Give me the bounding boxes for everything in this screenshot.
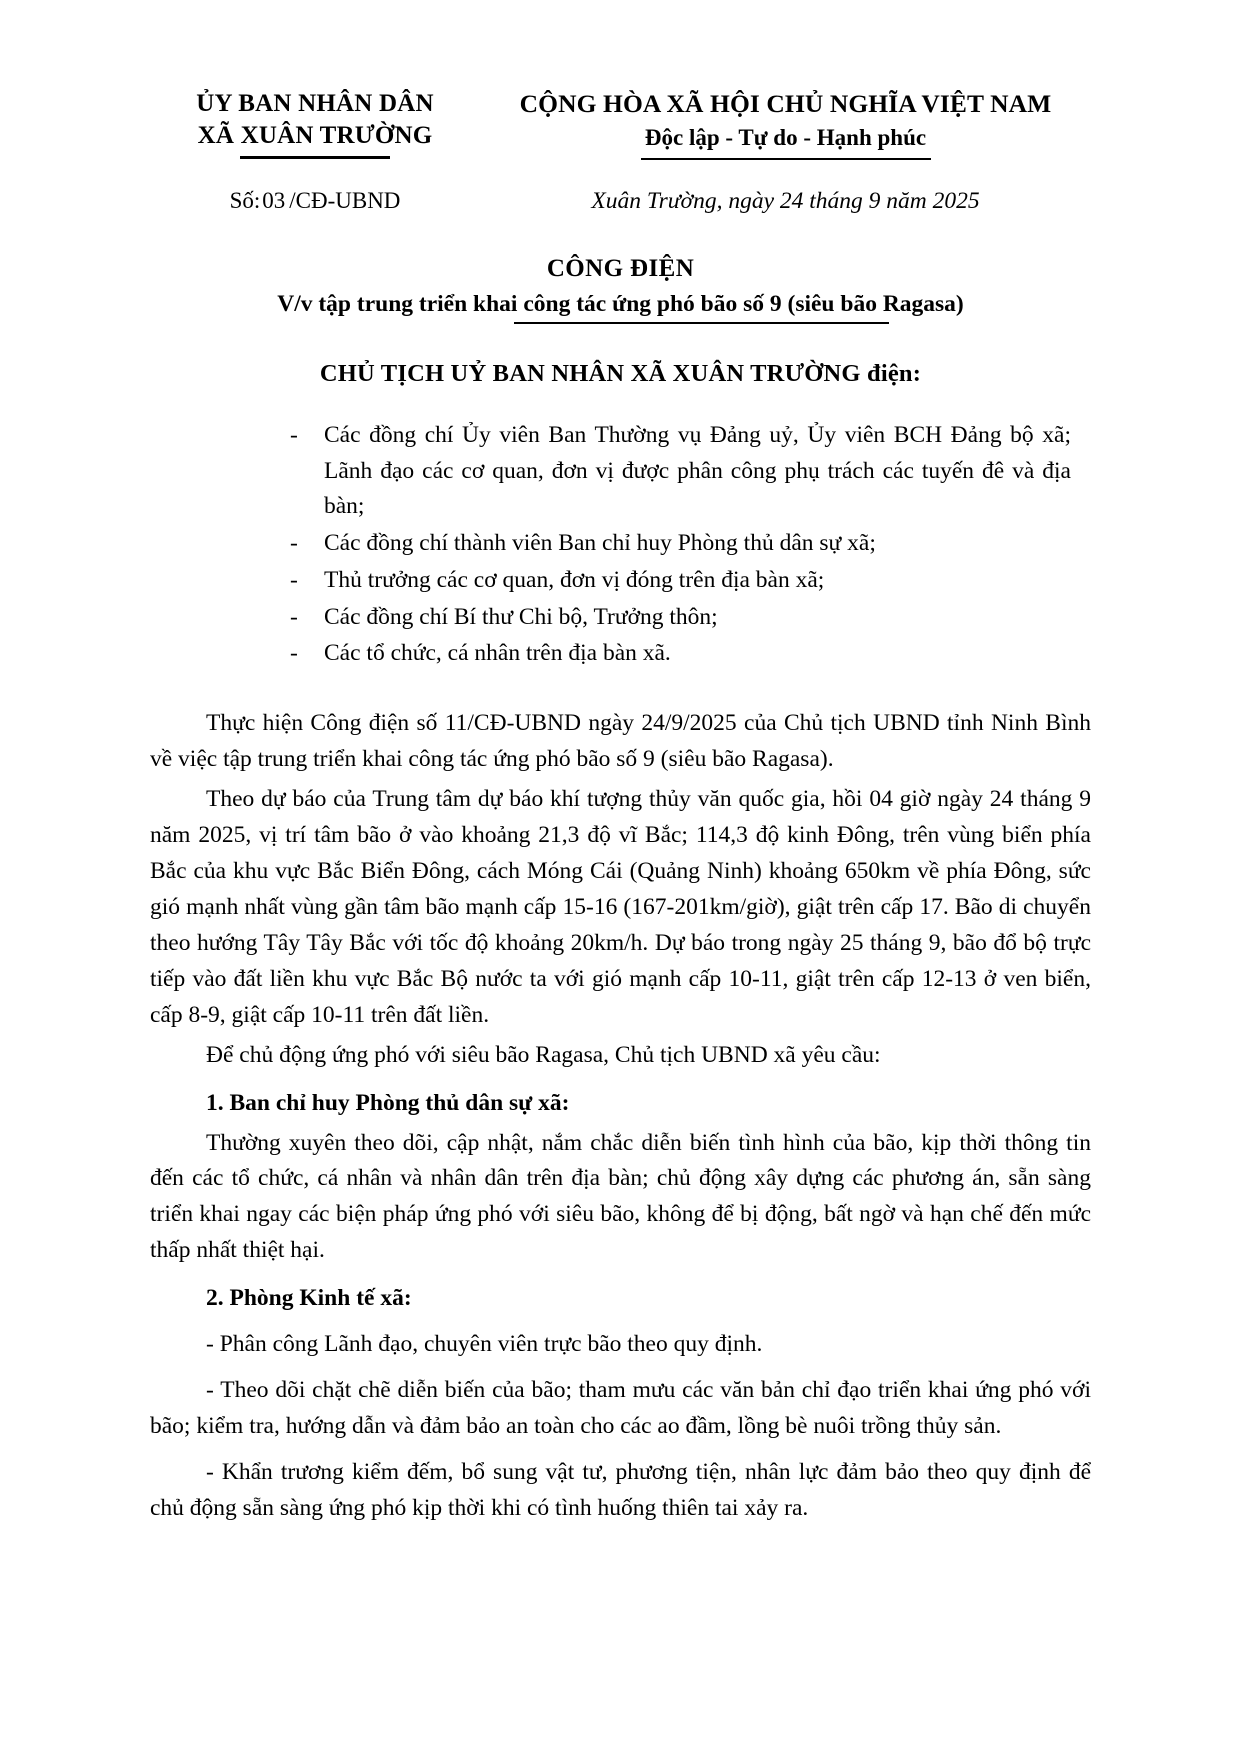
document-body [150, 706, 1091, 1527]
section-heading-2: 2. Phòng Kinh tế xã: [206, 1285, 412, 1312]
recipient-list [150, 418, 1091, 672]
country-name: CỘNG HÒA XÃ HỘI CHỦ NGHĨA VIỆT NAM [519, 89, 1052, 118]
document-number-label: Số: [229, 188, 261, 213]
document-number-block [150, 188, 480, 214]
list-item [290, 563, 1071, 599]
list-bullet-dash: - [290, 422, 298, 448]
body-paragraph-1: Thực hiện Công điện số 11/CĐ-UBND ngày 24/9/2025 của Chủ tịch UBND tỉnh Ninh Bình về việc tập trung triển khai công tác ứng phó bão số 9 (siêu bão Ragasa). [150, 710, 1091, 772]
section-2-item-3: - Khẩn trương kiểm đếm, bổ sung vật tư, phương tiện, nhân lực đảm bảo theo quy định để chủ động sẵn sàng ứng phó kịp thời khi có tình huống thiên tai xảy ra. [150, 1459, 1091, 1522]
recipient-text: Các tổ chức, cá nhân trên địa bàn xã. [324, 640, 671, 667]
section-1-paragraph: Thường xuyên theo dõi, cập nhật, nắm chắc diễn biến tình hình của bão, kịp thời thông tin đến các tổ chức, cá nhân và nhân dân trên địa bàn; chủ động xây dựng các phương án, sẵn sàng triển khai ngay các biện pháp ứng phó với siêu bão, không để bị động, bất ngờ và hạn chế đến mức thấp nhất thiệt hại. [150, 1129, 1091, 1264]
list-item [290, 418, 1071, 525]
list-bullet-dash: - [290, 530, 298, 557]
document-number-suffix: /CĐ-UBND [289, 188, 401, 213]
list-item [290, 636, 1071, 672]
section-2-item-1: - Phân công Lãnh đạo, chuyên viên trực bão theo quy định. [206, 1331, 763, 1358]
list-bullet-dash: - [290, 566, 298, 593]
issuing-authority-line2: XÃ XUÂN TRƯỜNG [197, 121, 433, 149]
document-subject [277, 291, 964, 318]
document-subject-underline [514, 322, 889, 325]
issuing-authority-block [150, 88, 480, 159]
document-subject-text: V/v tập trung triển khai công tác ứng phó bão số 9 (siêu bão Ragasa) [277, 291, 964, 317]
list-bullet-dash: - [290, 640, 298, 667]
recipient-text: Các đồng chí thành viên Ban chỉ huy Phòng thủ dân sự xã; [324, 530, 876, 557]
section-2-item-2: - Theo dõi chặt chẽ diễn biến của bão; tham mưu các văn bản chỉ đạo triển khai ứng phó với bão; kiểm tra, hướng dẫn và đảm bảo an toàn cho các ao đầm, lồng bè nuôi trồng thủy sản. [150, 1377, 1091, 1440]
list-bullet-dash: - [290, 603, 298, 630]
recipient-text: Thủ trưởng các cơ quan, đơn vị đóng trên địa bàn xã; [324, 566, 825, 593]
body-paragraph-3: Để chủ động ứng phó với siêu bão Ragasa, Chủ tịch UBND xã yêu cầu: [206, 1041, 881, 1068]
document-type-title: CÔNG ĐIỆN [546, 255, 695, 282]
document-number-value: 03 [262, 188, 286, 213]
issuing-authority-line1: ỦY BAN NHÂN DÂN [196, 90, 434, 117]
list-item [290, 526, 1071, 562]
list-item [290, 600, 1071, 636]
recipient-text: Các đồng chí Bí thư Chi bộ, Trưởng thôn; [324, 603, 718, 630]
recipient-text: Các đồng chí Ủy viên Ban Thường vụ Đảng uỷ, Ủy viên BCH Đảng bộ xã; Lãnh đạo các cơ quan, đơn vị được phân công phụ trách các tuyến đê và địa bàn; [324, 422, 1071, 520]
place-and-date: Xuân Trường, ngày 24 tháng 9 năm 2025 [591, 188, 980, 214]
issuing-authority-underline [240, 156, 390, 159]
section-heading-1: 1. Ban chỉ huy Phòng thủ dân sự xã: [206, 1089, 570, 1116]
addressee-heading: CHỦ TỊCH UỶ BAN NHÂN XÃ XUÂN TRƯỜNG điện: [319, 360, 922, 387]
body-paragraph-2: Theo dự báo của Trung tâm dự báo khí tượng thủy văn quốc gia, hồi 04 giờ ngày 24 tháng 9 năm 2025, vị trí tâm bão ở vào khoảng 21,3 độ vĩ Bắc; 114,3 độ kinh Đông, trên vùng biển phía Bắc của khu vực Bắc Biển Đông, cách Móng Cái (Quảng Ninh) khoảng 650km về phía Đông, sức gió mạnh nhất vùng gần tâm bão mạnh cấp 15-16 (167-201km/giờ), giật trên cấp 17. Bão di chuyển theo hướng Tây Tây Bắc với tốc độ khoảng 20km/h. Dự báo trong ngày 25 tháng 9, bão đổ bộ trực tiếp vào đất liền khu vực Bắc Bộ nước ta với gió mạnh cấp 10-11, giật trên cấp 12-13 ở ven biển, cấp 8-9, giật cấp 10-11 trên đất liền. [150, 785, 1091, 1028]
national-heading-block [480, 88, 1091, 160]
national-motto-underline [641, 158, 931, 161]
national-motto: Độc lập - Tự do - Hạnh phúc [644, 124, 927, 150]
document-header [150, 88, 1091, 160]
document-subheader [150, 188, 1091, 215]
document-title-block [150, 255, 1091, 318]
